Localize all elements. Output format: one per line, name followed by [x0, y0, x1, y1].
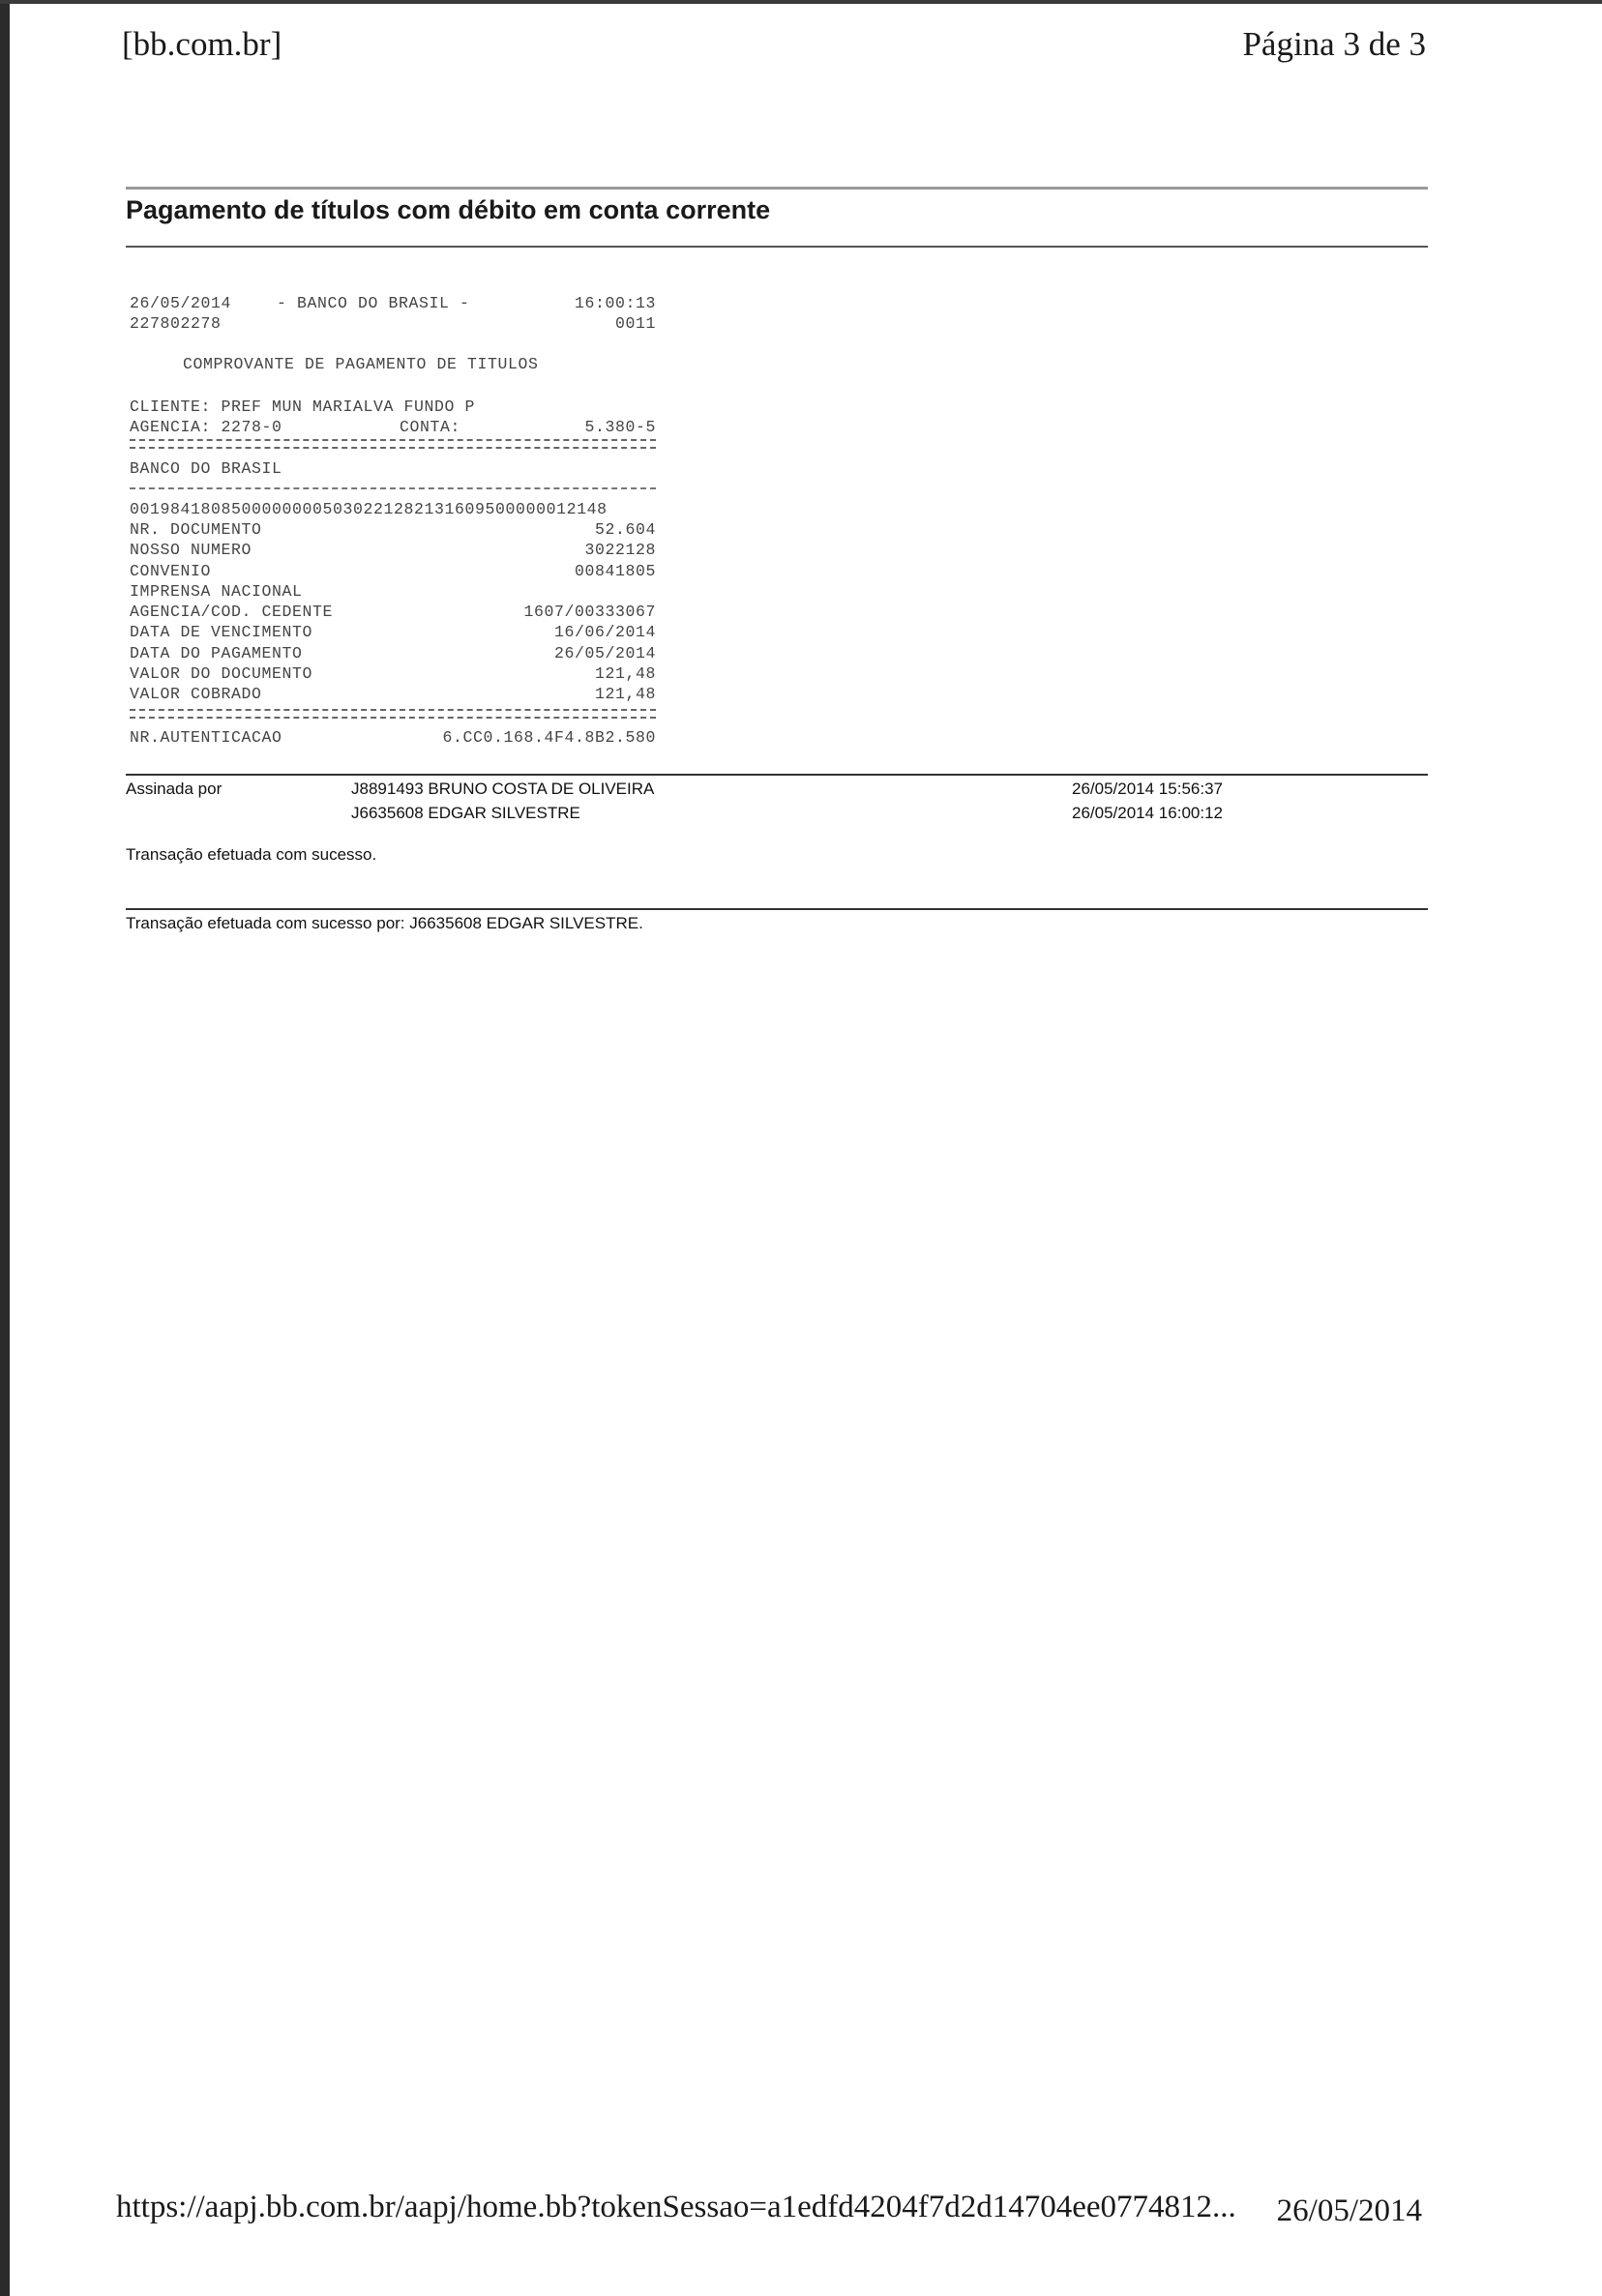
- row-label: NR. DOCUMENTO: [130, 520, 262, 539]
- row-value: 52.604: [594, 520, 656, 539]
- receipt-heading: COMPROVANTE DE PAGAMENTO DE TITULOS: [183, 355, 539, 373]
- row-label: DATA DE VENCIMENTO: [130, 623, 313, 641]
- signer-name: J6635608 EDGAR SILVESTRE: [351, 804, 580, 822]
- row-label: CONVENIO: [130, 562, 212, 580]
- row-label: AGENCIA/COD. CEDENTE: [130, 603, 334, 621]
- page-title: Pagamento de títulos com débito em conta corrente: [126, 195, 771, 224]
- receipt-code-left: 227802278: [130, 314, 222, 333]
- separator-double: [130, 709, 656, 719]
- header-page-number: Página 3 de 3: [1242, 25, 1426, 63]
- receipt-bank: BANCO DO BRASIL: [130, 459, 282, 478]
- receipt-conta-label: CONTA:: [400, 418, 461, 436]
- header-site: [bb.com.br]: [122, 25, 282, 63]
- signatures-rule: [126, 774, 1428, 776]
- footer-url: https://aapj.bb.com.br/aapj/home.bb?tokenSessao=a1edfd4204f7d2d14704ee0774812...: [116, 2190, 1236, 2224]
- receipt-conta-value: 5.380-5: [584, 418, 656, 436]
- receipt-date: 26/05/2014: [130, 294, 232, 312]
- separator-dashed: [130, 487, 656, 489]
- status-by-message: Transação efetuada com sucesso por: J6635608 EDGAR SILVESTRE.: [126, 914, 643, 932]
- auth-label: NR.AUTENTICACAO: [130, 728, 282, 747]
- receipt-barcode: 00198418085000000005030221282131609500000012148: [130, 500, 608, 518]
- signer-datetime: 26/05/2014 16:00:12: [1072, 804, 1223, 822]
- receipt-time: 16:00:13: [574, 294, 656, 312]
- signer-name: J8891493 BRUNO COSTA DE OLIVEIRA: [351, 780, 655, 798]
- auth-value: 6.CC0.168.4F4.8B2.580: [442, 728, 656, 747]
- receipt-bank-line: - BANCO DO BRASIL -: [277, 294, 470, 312]
- scan-edge: [0, 0, 10, 2296]
- row-value: 3022128: [584, 541, 656, 559]
- row-label: DATA DO PAGAMENTO: [130, 644, 303, 662]
- footer-date: 26/05/2014: [1276, 2193, 1422, 2228]
- row-value: 00841805: [574, 562, 656, 580]
- row-label: NOSSO NUMERO: [130, 541, 252, 559]
- row-value: 16/06/2014: [553, 623, 656, 641]
- status-rule: [126, 908, 1428, 910]
- receipt-cliente: CLIENTE: PREF MUN MARIALVA FUNDO P: [130, 397, 476, 416]
- row-value: 121,48: [594, 685, 656, 703]
- receipt-code-right: 0011: [614, 314, 656, 333]
- row-label: VALOR DO DOCUMENTO: [130, 664, 313, 683]
- row-value: 1607/00333067: [523, 603, 656, 621]
- signer-datetime: 26/05/2014 15:56:37: [1072, 780, 1223, 798]
- status-message: Transação efetuada com sucesso.: [126, 845, 377, 864]
- row-label: VALOR COBRADO: [130, 685, 262, 703]
- row-label: IMPRENSA NACIONAL: [130, 582, 303, 601]
- title-bottom-rule: [126, 246, 1428, 248]
- scan-edge-top: [0, 0, 1602, 4]
- signed-by-label: Assinada por: [126, 780, 222, 798]
- row-value: 26/05/2014: [553, 644, 656, 662]
- title-top-rule: [126, 187, 1428, 190]
- receipt-agencia: AGENCIA: 2278-0: [130, 418, 282, 436]
- row-value: 121,48: [594, 664, 656, 683]
- separator-double: [130, 439, 656, 449]
